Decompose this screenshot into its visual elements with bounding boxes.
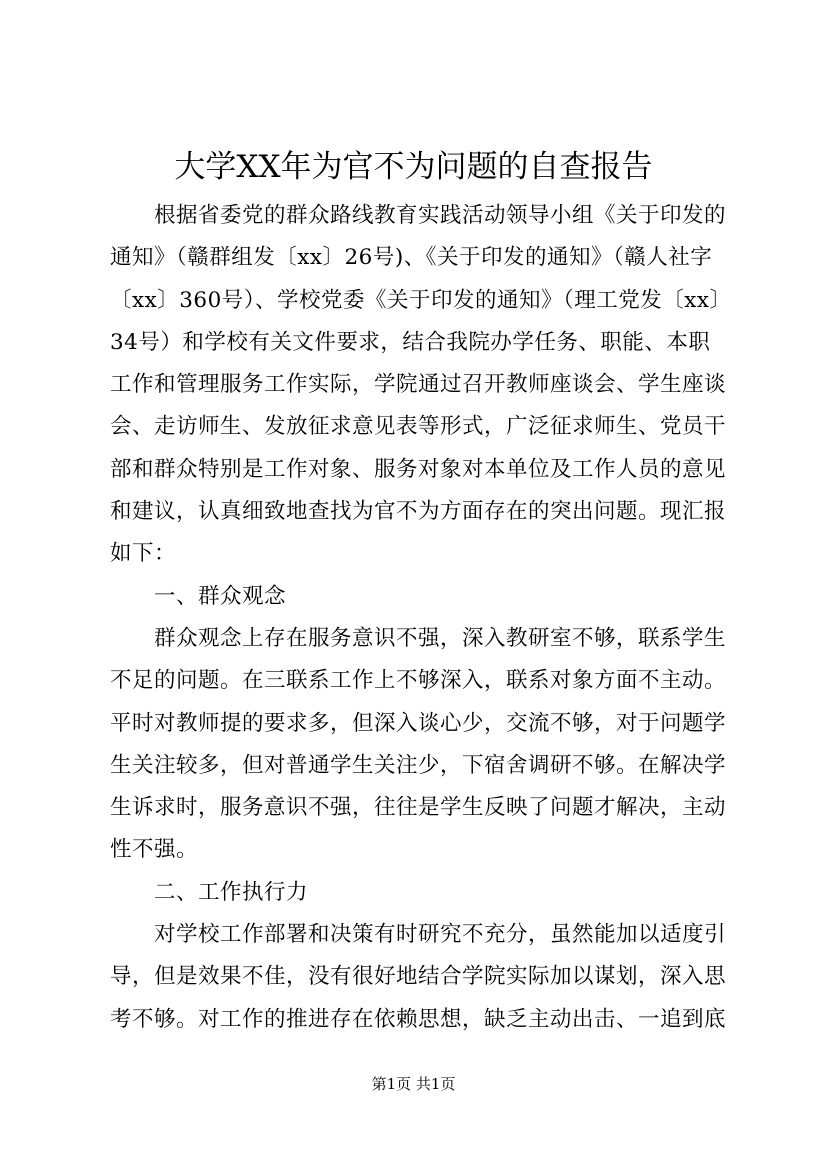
paragraph-line: 不足的问题。在三联系工作上不够深入，联系对象方面不主动。 [110, 668, 727, 694]
paragraph-line: 导，但是效果不佳，没有很好地结合学院实际加以谋划，深入思 [110, 964, 727, 990]
section-heading: 一、群众观念 [154, 583, 287, 609]
paragraph-line: 平时对教师提的要求多，但深入谈心少，交流不够，对于问题学 [110, 710, 727, 736]
paragraph-line: 〔xx〕360号）、学校党委《关于印发的通知》（理工党发〔xx〕 [110, 287, 732, 313]
paragraph-line: 34号）和学校有关文件要求，结合我院办学任务、职能、本职 [110, 329, 711, 355]
document-title: 大学XX年为官不为问题的自查报告 [174, 149, 653, 185]
paragraph-line: 工作和管理服务工作实际，学院通过召开教师座谈会、学生座谈 [110, 372, 727, 398]
page-footer: 第1页 共1页 [371, 1075, 456, 1093]
section-heading: 二、工作执行力 [154, 879, 309, 905]
paragraph-line: 生关注较多，但对普通学生关注少，下宿舍调研不够。在解决学 [110, 752, 727, 778]
paragraph-line: 根据省委党的群众路线教育实践活动领导小组《关于印发的 [154, 203, 727, 228]
paragraph-line: 对学校工作部署和决策有时研究不充分，虽然能加以适度引 [154, 922, 727, 948]
paragraph-line: 通知》（赣群组发〔xx〕26号)、《关于印发的通知》（赣人社字 [110, 245, 713, 271]
paragraph-line: 和建议，认真细致地查找为官不为方面存在的突出问题。现汇报 [110, 499, 727, 525]
paragraph-line: 会、走访师生、发放征求意见表等形式，广泛征求师生、党员干 [110, 414, 727, 440]
paragraph-line: 生诉求时，服务意识不强，往往是学生反映了问题才解决，主动 [110, 795, 727, 821]
paragraph-line: 部和群众特别是工作对象、服务对象对本单位及工作人员的意见 [110, 456, 727, 482]
document-body [110, 195, 740, 1041]
paragraph-line: 考不够。对工作的推进存在依赖思想，缺乏主动出击、一追到底 [110, 1006, 727, 1032]
paragraph-line: 群众观念上存在服务意识不强，深入教研室不够，联系学生 [154, 625, 727, 651]
paragraph-line: 如下： [110, 541, 177, 567]
paragraph-line: 性不强。 [110, 837, 199, 863]
